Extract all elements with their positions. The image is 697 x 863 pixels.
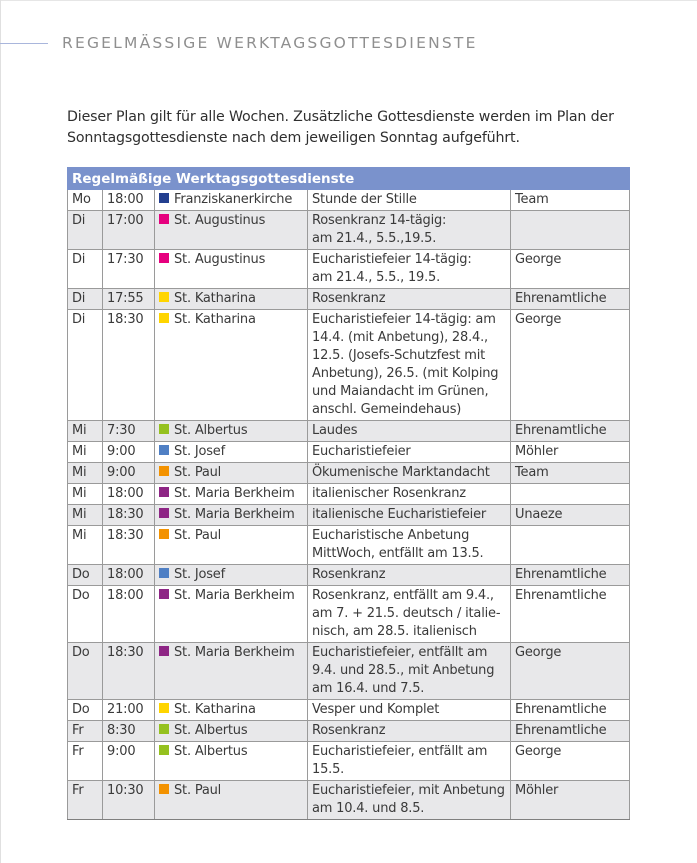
location-name: St. Josef	[174, 567, 225, 582]
weekday-services-table	[67, 167, 630, 820]
day-cell: Do	[68, 565, 103, 586]
day-cell: Do	[68, 586, 103, 643]
location-name: St. Albertus	[174, 744, 248, 759]
page-left-edge	[0, 0, 1, 863]
day-cell: Mi	[68, 421, 103, 442]
time-cell: 18:30	[103, 526, 155, 565]
location-color-square-icon	[159, 292, 169, 302]
service-cell: Rosenkranz 14-tägig: am 21.4., 5.5.,19.5.	[308, 211, 511, 250]
table-row	[68, 505, 630, 526]
location-color-square-icon	[159, 589, 169, 599]
location-cell	[155, 700, 308, 721]
location-color-square-icon	[159, 214, 169, 224]
table-row	[68, 310, 630, 421]
table-row	[68, 421, 630, 442]
location-color-square-icon	[159, 745, 169, 755]
table-row	[68, 721, 630, 742]
time-cell: 8:30	[103, 721, 155, 742]
day-cell: Do	[68, 700, 103, 721]
table-row	[68, 643, 630, 700]
table-row	[68, 211, 630, 250]
leader-cell: Möhler	[511, 781, 630, 820]
time-cell: 21:00	[103, 700, 155, 721]
location-cell	[155, 421, 308, 442]
leader-cell: Unaeze	[511, 505, 630, 526]
table-row	[68, 781, 630, 820]
table-row	[68, 250, 630, 289]
service-cell: italienische Eucharistiefeier	[308, 505, 511, 526]
location-name: St. Augustinus	[174, 213, 266, 228]
service-cell: italienischer Rosenkranz	[308, 484, 511, 505]
day-cell: Di	[68, 211, 103, 250]
location-color-square-icon	[159, 424, 169, 434]
table-row	[68, 565, 630, 586]
table-row	[68, 442, 630, 463]
page-title: REGELMÄSSIGE WERKTAGSGOTTESDIENSTE	[62, 34, 478, 52]
leader-cell: Ehrenamtliche	[511, 721, 630, 742]
day-cell: Mo	[68, 190, 103, 211]
location-name: St. Paul	[174, 783, 222, 798]
location-cell	[155, 190, 308, 211]
service-cell: Ökumenische Marktandacht	[308, 463, 511, 484]
day-cell: Di	[68, 310, 103, 421]
table-row	[68, 463, 630, 484]
location-color-square-icon	[159, 724, 169, 734]
leader-cell: Möhler	[511, 442, 630, 463]
leader-cell: Ehrenamtliche	[511, 421, 630, 442]
time-cell: 18:00	[103, 484, 155, 505]
day-cell: Mi	[68, 505, 103, 526]
location-name: St. Maria Berkheim	[174, 588, 295, 603]
location-cell	[155, 442, 308, 463]
table-row	[68, 289, 630, 310]
service-cell: Rosenkranz, entfällt am 9.4., am 7. + 21.5. deutsch / italie- nisch, am 28.5. italienisch	[308, 586, 511, 643]
location-cell	[155, 250, 308, 289]
leader-cell: George	[511, 310, 630, 421]
leader-cell	[511, 211, 630, 250]
service-cell: Eucharistiefeier, entfällt am 15.5.	[308, 742, 511, 781]
service-cell: Eucharistische Anbetung MittWoch, entfällt am 13.5.	[308, 526, 511, 565]
service-cell: Eucharistiefeier 14-tägig: am 14.4. (mit Anbetung), 28.4., 12.5. (Josefs-Schutzfest mit Anbetung), 26.5. (mit Kolping und Maiandacht im Grünen, anschl. Gemeindehaus)	[308, 310, 511, 421]
location-color-square-icon	[159, 784, 169, 794]
location-cell	[155, 781, 308, 820]
service-cell: Eucharistiefeier, entfällt am 9.4. und 28.5., mit Anbetung am 16.4. und 7.5.	[308, 643, 511, 700]
location-color-square-icon	[159, 193, 169, 203]
location-color-square-icon	[159, 646, 169, 656]
time-cell: 18:00	[103, 190, 155, 211]
time-cell: 7:30	[103, 421, 155, 442]
time-cell: 17:30	[103, 250, 155, 289]
time-cell: 9:00	[103, 742, 155, 781]
leader-cell: Team	[511, 463, 630, 484]
location-cell	[155, 526, 308, 565]
service-cell: Laudes	[308, 421, 511, 442]
location-cell	[155, 721, 308, 742]
service-cell: Stunde der Stille	[308, 190, 511, 211]
table-row	[68, 190, 630, 211]
day-cell: Di	[68, 250, 103, 289]
table-body	[68, 190, 630, 820]
location-color-square-icon	[159, 445, 169, 455]
day-cell: Do	[68, 643, 103, 700]
day-cell: Di	[68, 289, 103, 310]
location-name: St. Katharina	[174, 291, 256, 306]
location-cell	[155, 586, 308, 643]
intro-text: Dieser Plan gilt für alle Wochen. Zusätzliche Gottesdienste werden im Plan der Sonntagsgottesdienste nach dem jeweiligen Sonntag aufgeführt.	[67, 109, 614, 146]
location-name: St. Paul	[174, 465, 222, 480]
leader-cell: Ehrenamtliche	[511, 565, 630, 586]
location-name: St. Maria Berkheim	[174, 645, 295, 660]
day-cell: Mi	[68, 484, 103, 505]
service-cell: Eucharistiefeier 14-tägig: am 21.4., 5.5., 19.5.	[308, 250, 511, 289]
service-cell: Eucharistiefeier, mit Anbetung am 10.4. und 8.5.	[308, 781, 511, 820]
location-cell	[155, 310, 308, 421]
leader-cell: George	[511, 250, 630, 289]
day-cell: Mi	[68, 526, 103, 565]
location-color-square-icon	[159, 466, 169, 476]
location-name: St. Albertus	[174, 723, 248, 738]
time-cell: 10:30	[103, 781, 155, 820]
location-cell	[155, 463, 308, 484]
leader-cell: Ehrenamtliche	[511, 586, 630, 643]
leader-cell: George	[511, 643, 630, 700]
location-cell	[155, 565, 308, 586]
leader-cell: Team	[511, 190, 630, 211]
time-cell: 18:30	[103, 505, 155, 526]
table-row	[68, 484, 630, 505]
day-cell: Fr	[68, 742, 103, 781]
table-row	[68, 742, 630, 781]
leader-cell: George	[511, 742, 630, 781]
time-cell: 17:00	[103, 211, 155, 250]
day-cell: Mi	[68, 463, 103, 484]
table-row	[68, 700, 630, 721]
location-cell	[155, 505, 308, 526]
service-cell: Rosenkranz	[308, 721, 511, 742]
page-top-edge	[0, 0, 697, 1]
service-cell: Rosenkranz	[308, 289, 511, 310]
time-cell: 17:55	[103, 289, 155, 310]
time-cell: 18:30	[103, 310, 155, 421]
location-name: St. Augustinus	[174, 252, 266, 267]
leader-cell: Ehrenamtliche	[511, 700, 630, 721]
service-cell: Eucharistiefeier	[308, 442, 511, 463]
location-name: St. Katharina	[174, 702, 256, 717]
location-name: St. Maria Berkheim	[174, 507, 295, 522]
time-cell: 18:00	[103, 586, 155, 643]
location-color-square-icon	[159, 253, 169, 263]
location-color-square-icon	[159, 508, 169, 518]
location-name: Franziskanerkirche	[174, 192, 293, 207]
leader-cell	[511, 484, 630, 505]
leader-cell: Ehrenamtliche	[511, 289, 630, 310]
location-color-square-icon	[159, 568, 169, 578]
time-cell: 9:00	[103, 463, 155, 484]
location-name: St. Paul	[174, 528, 222, 543]
service-cell: Rosenkranz	[308, 565, 511, 586]
header-rule	[0, 43, 48, 44]
time-cell: 18:30	[103, 643, 155, 700]
location-color-square-icon	[159, 529, 169, 539]
location-color-square-icon	[159, 703, 169, 713]
table-row	[68, 586, 630, 643]
time-cell: 9:00	[103, 442, 155, 463]
location-name: St. Katharina	[174, 312, 256, 327]
location-color-square-icon	[159, 487, 169, 497]
location-name: St. Josef	[174, 444, 225, 459]
location-color-square-icon	[159, 313, 169, 323]
location-cell	[155, 211, 308, 250]
table-row	[68, 526, 630, 565]
day-cell: Fr	[68, 721, 103, 742]
location-cell	[155, 643, 308, 700]
day-cell: Fr	[68, 781, 103, 820]
location-cell	[155, 484, 308, 505]
time-cell: 18:00	[103, 565, 155, 586]
location-name: St. Maria Berkheim	[174, 486, 295, 501]
leader-cell	[511, 526, 630, 565]
location-name: St. Albertus	[174, 423, 248, 438]
location-cell	[155, 289, 308, 310]
table-caption: Regelmäßige Werktagsgottesdienste	[68, 168, 630, 190]
location-cell	[155, 742, 308, 781]
day-cell: Mi	[68, 442, 103, 463]
service-cell: Vesper und Komplet	[308, 700, 511, 721]
